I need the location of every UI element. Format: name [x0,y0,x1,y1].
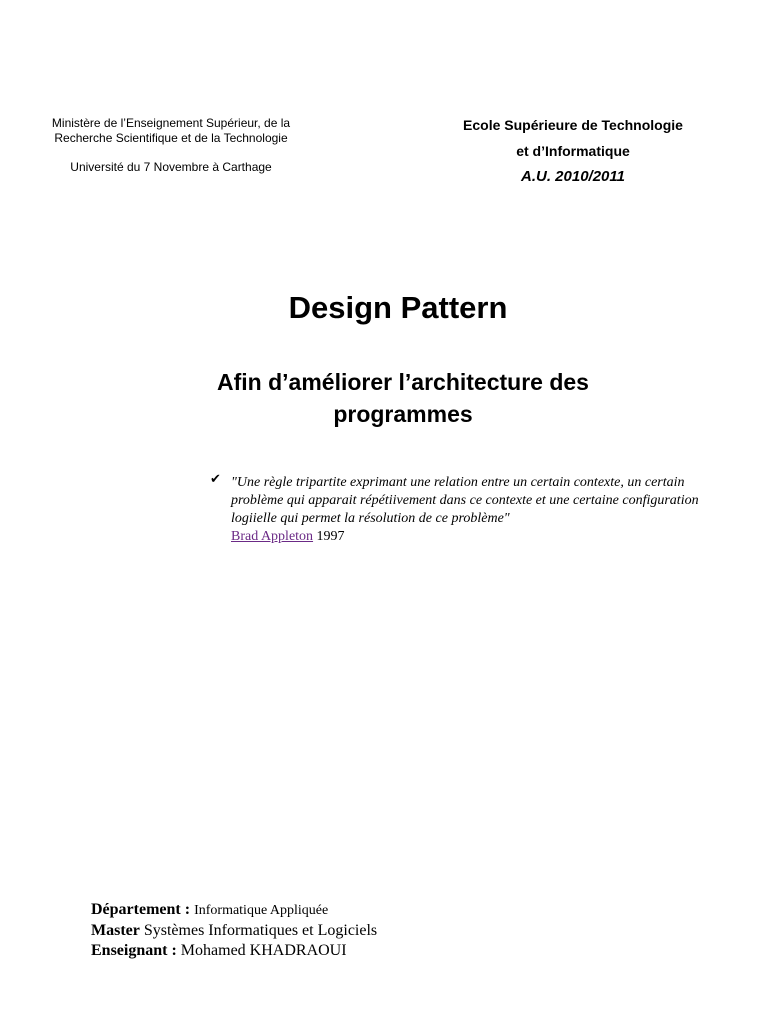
document-subtitle: Afin d’améliorer l’architecture des programmes [217,369,589,427]
teacher-row [91,941,691,961]
quote-text: "Une règle tripartite exprimant une relation entre un certain contexte, un certain problème qui apparait répétiivement dans ce contexte et une certaine configuration logiielle qui permet la résolution de ce problème" [231,475,699,526]
master-label: Master [91,922,140,939]
author-link[interactable]: Brad Appleton [231,529,314,544]
university-text: Université du 7 Novembre à Carthage [70,160,272,174]
school-name-line1: Ecole Supérieure de Technologie [463,117,683,133]
department-label: Département : [91,901,191,918]
header-left [40,116,302,175]
school-name-line2: et d’Informatique [516,143,630,159]
master-row [91,921,691,941]
teacher-value: Mohamed KHADRAOUI [180,942,347,959]
document-title: Design Pattern [288,290,508,325]
ministry-text: Ministère de l’Enseignement Supérieur, de la Recherche Scientifique et de la Technologie [51,116,291,145]
academic-year: A.U. 2010/2011 [521,168,625,185]
check-icon: ✔ [210,472,221,487]
footer-info [91,900,691,961]
department-row [91,900,691,921]
header-right [430,116,716,186]
quote-block [231,474,731,546]
quote-year: 1997 [316,529,345,544]
teacher-label: Enseignant : [91,942,177,959]
department-value: Informatique Appliquée [194,903,329,918]
master-value: Systèmes Informatiques et Logiciels [143,922,378,939]
